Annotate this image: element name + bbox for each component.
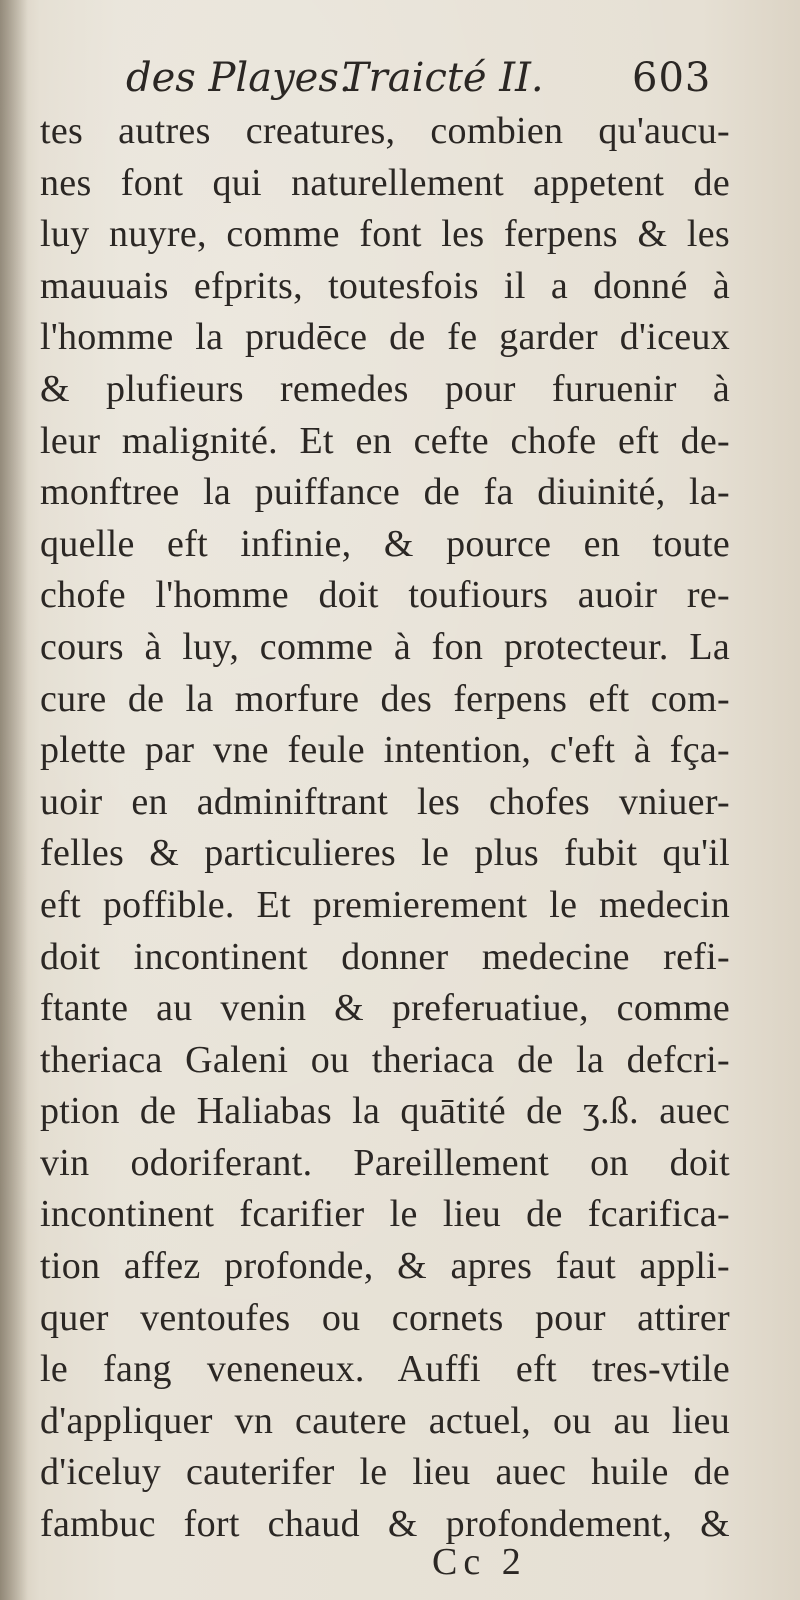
text-line: tes autres creatures, combien qu'aucu-	[40, 110, 730, 152]
text-line: ption de Haliabas la quātité de ʒ.ß. auec	[40, 1090, 730, 1133]
signature-mark: Cc 2	[432, 1541, 527, 1583]
text-line: nes font qui naturellement appetent de	[40, 161, 730, 204]
gutter-shadow	[0, 0, 28, 1600]
text-line: plette par vne feule intention, c'eft à fça-	[40, 729, 730, 772]
text-line: le fang veneneux. Auffi eft tres-vtile	[40, 1348, 730, 1391]
text-line: fambuc fort chaud & profondement, &	[40, 1503, 730, 1546]
text-line: tion affez profonde, & apres faut appli-	[40, 1245, 730, 1288]
text-line: d'iceluy cauterifer le lieu auec huile de	[40, 1451, 730, 1494]
text-line: mauuais efprits, toutesfois il a donné à	[40, 264, 730, 307]
header-title: des Playes.	[126, 55, 352, 101]
running-header	[0, 48, 800, 108]
text-line: theriaca Galeni ou theriaca de la defcri-	[40, 1038, 730, 1081]
text-line: doit incontinent donner medecine refi-	[40, 935, 730, 978]
text-line: cure de la morfure des ferpens eft com-	[40, 677, 730, 720]
text-line: uoir en adminiftrant les chofes vniuer-	[40, 780, 730, 823]
text-line: leur malignité. Et en cefte chofe eft de-	[40, 419, 730, 462]
text-line: quelle eft infinie, & pource en toute	[40, 522, 730, 565]
text-line: d'appliquer vn cautere actuel, ou au lieu	[40, 1399, 730, 1442]
body-text	[40, 106, 730, 1551]
text-line: vin odoriferant. Pareillement on doit	[40, 1141, 730, 1184]
text-line: luy nuyre, comme font les ferpens & les	[40, 213, 730, 256]
header-treatise: Traicté II.	[342, 55, 544, 101]
text-line: ftante au venin & preferuatiue, comme	[40, 987, 730, 1030]
text-line: felles & particulieres le plus fubit qu'il	[40, 832, 730, 875]
text-line: incontinent fcarifier le lieu de fcarifica-	[40, 1193, 730, 1236]
text-line: monftree la puiffance de fa diuinité, la-	[40, 471, 730, 514]
text-line: & plufieurs remedes pour furuenir à	[40, 367, 730, 410]
text-line: eft poffible. Et premierement le medecin	[40, 883, 730, 926]
text-line: cours à luy, comme à fon protecteur. La	[40, 625, 730, 668]
text-line: quer ventoufes ou cornets pour attirer	[40, 1296, 730, 1339]
text-line: l'homme la prudēce de fe garder d'iceux	[40, 316, 730, 359]
page-number: 603	[632, 55, 712, 101]
text-line: chofe l'homme doit toufiours auoir re-	[40, 574, 730, 617]
